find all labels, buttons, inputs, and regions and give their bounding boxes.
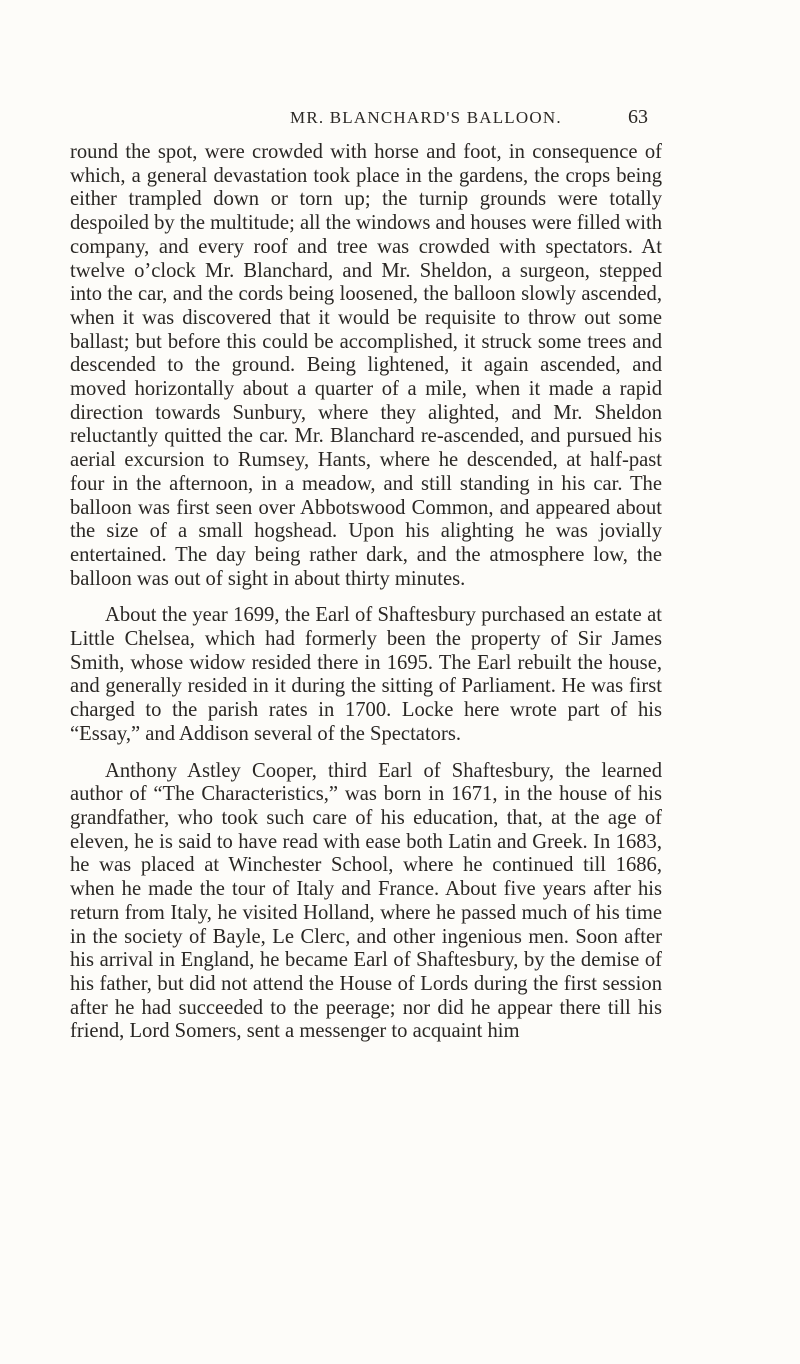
running-title: MR. BLANCHARD'S BALLOON. bbox=[290, 108, 562, 127]
paragraph-little-chelsea: About the year 1699, the Earl of Shaftesbury purchased an estate at Little Chelsea, which had formerly been the property of Sir James Smith, whose widow resided there in 1695. The Earl rebuilt the house, and generally resided in it during the sitting of Parliament. He was first charged to the parish rates in 1700. Locke here wrote part of his “Essay,” and Addison several of the Spectators. bbox=[70, 604, 662, 745]
body-text bbox=[70, 141, 662, 1044]
paragraph-shaftesbury: Anthony Astley Cooper, third Earl of Shaftesbury, the learned author of “The Characteristics,” was born in 1671, in the house of his grandfather, who took such care of his education, that, at the age of eleven, he is said to have read with ease both Latin and Greek. In 1683, he was placed at Winchester School, where he continued till 1686, when he made the tour of Italy and France. About five years after his return from Italy, he visited Holland, where he passed much of his time in the society of Bayle, Le Clerc, and other ingenious men. Soon after his arrival in England, he became Earl of Shaftesbury, by the demise of his father, but did not attend the House of Lords during the first session after he had succeeded to the peerage; nor did he appear there till his friend, Lord Somers, sent a messenger to acquaint him bbox=[70, 759, 662, 1043]
page-number: 63 bbox=[628, 106, 648, 128]
running-head bbox=[0, 108, 800, 132]
paragraph-balloon-ascent: round the spot, were crowded with horse and foot, in consequence of which, a general devastation took place in the gardens, the crops being either trampled down or torn up; the turnip grounds were totally despoiled by the multitude; all the windows and houses were filled with company, and every roof and tree was crowded with spectators. At twelve o’clock Mr. Blanchard, and Mr. Sheldon, a surgeon, stepped into the car, and the cords being loosened, the balloon slowly ascended, when it was discovered that it would be requisite to throw out some ballast; but before this could be accomplished, it struck some trees and descended to the ground. Being lightened, it again ascended, and moved horizontally about a quarter of a mile, when it made a rapid direction towards Sunbury, where they alighted, and Mr. Sheldon reluctantly quitted the car. Mr. Blanchard re-ascended, and pursued his aerial excursion to Rumsey, Hants, where he descended, at half-past four in the afternoon, in a meadow, and still standing in his car. The balloon was first seen over Abbotswood Common, and appeared about the size of a small hogshead. Upon his alighting he was jovially entertained. The day being rather dark, and the atmosphere low, the balloon was out of sight in about thirty minutes. bbox=[70, 141, 662, 590]
